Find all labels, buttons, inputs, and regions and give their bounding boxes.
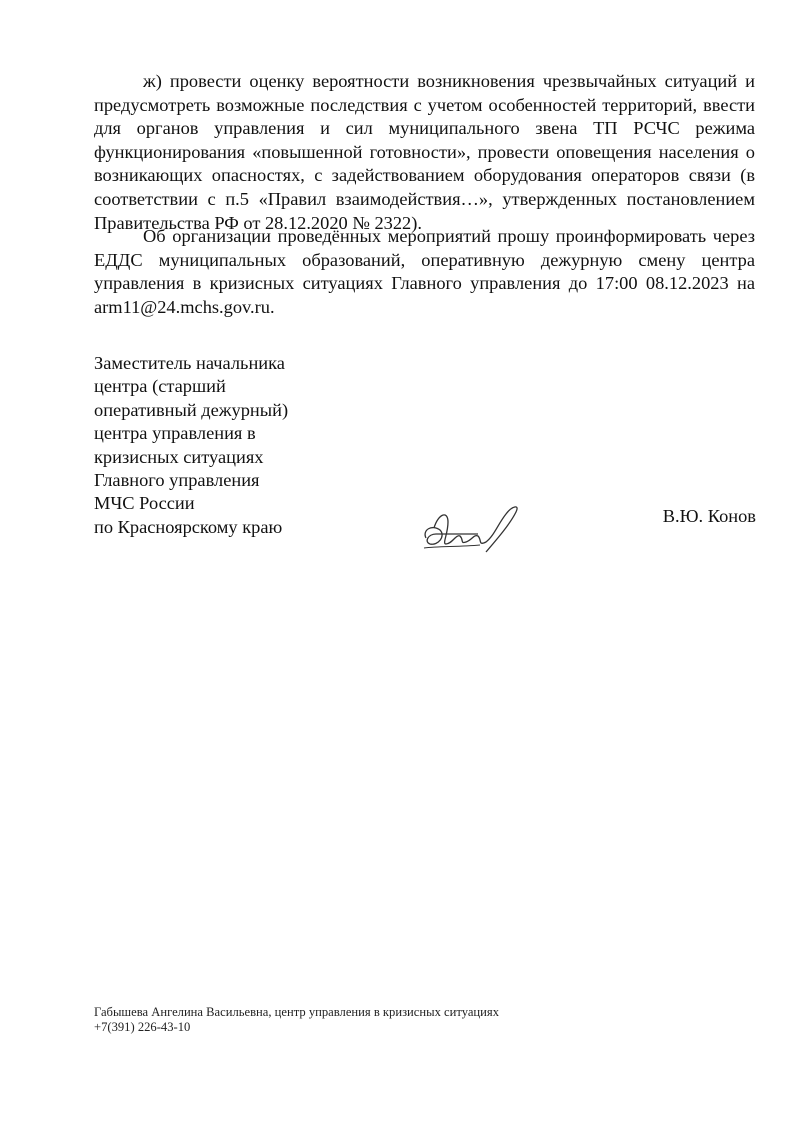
signer-position-line: кризисных ситуациях <box>94 446 264 467</box>
signer-position-line: Заместитель начальника <box>94 353 285 373</box>
executor-phone: +7(391) 226-43-10 <box>94 1020 191 1034</box>
signer-position-line: оперативный дежурный) <box>94 399 289 420</box>
handwritten-signature <box>418 500 528 560</box>
signer-name: В.Ю. Конов <box>662 506 756 526</box>
body-paragraph-1: ж) провести оценку вероятности возникновения чрезвычайных ситуаций и предусмотреть возможные последствия с учетом особенностей территорий, ввести для органов управления и сил муниципального звена ТП РСЧС режима функционирования «повышенной готовности», провести оповещения населения о возникающих опасностях, с задействованием оборудования операторов связи (в соответствии с п.5 «Правил взаимодействия…», утвержденных постановлением Правительства РФ от 28.12.2020 № 2322). <box>94 71 755 233</box>
signer-position <box>94 352 288 539</box>
signer-position-line: Главного управления <box>94 470 260 491</box>
signer-position-line: центра управления в <box>94 423 256 444</box>
executor-footer <box>94 1005 499 1035</box>
signer-position-line: по Красноярскому краю <box>94 516 283 537</box>
executor-name: Габышева Ангелина Васильевна, центр управления в кризисных ситуациях <box>94 1005 499 1019</box>
signer-position-line: МЧС России <box>94 493 195 514</box>
body-paragraph-2: Об организации проведённых мероприятий прошу проинформировать через ЕДДС муниципальных образований, оперативную дежурную смену центра управления в кризисных ситуациях Главного управления до 17:00 08.12.2023 на arm11@24.mchs.gov.ru. <box>94 226 755 317</box>
signer-position-line: центра (старший <box>94 376 226 397</box>
